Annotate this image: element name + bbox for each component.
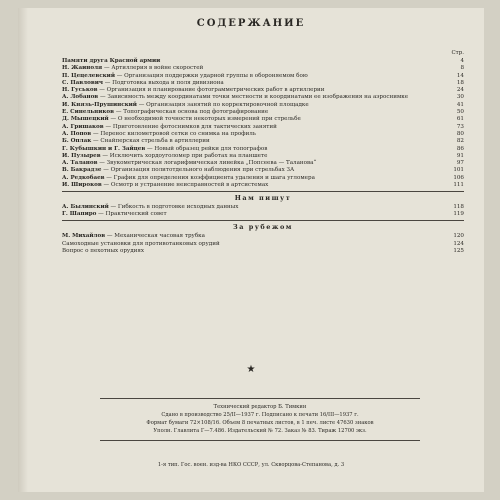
- page-title: СОДЕРЖАНИЕ: [196, 18, 306, 29]
- toc-entry-page: 91: [456, 152, 464, 159]
- toc-entry-page: 86: [456, 145, 464, 152]
- imprint-block: [100, 398, 420, 441]
- toc-entry-page: 41: [456, 101, 464, 108]
- imprint-editor: Технический редактор Б. Тимкин: [213, 404, 307, 410]
- toc-entry-title: — Организация и планирование фотограмметрических работ в артиллерии: [97, 87, 325, 94]
- toc-entry-author: И. Князь-Прушинский: [62, 101, 137, 108]
- section-header-abroad: За рубежом: [233, 222, 293, 231]
- toc-entry-text: [62, 182, 448, 189]
- toc-entry-page: 120: [453, 233, 464, 240]
- toc-entry-text: [62, 153, 448, 160]
- toc-entry: [62, 131, 464, 138]
- toc-entry-text: [62, 109, 448, 116]
- toc-entry-text: [62, 131, 448, 138]
- toc-entry-title: — График для определения коэффициента удаления и шага угломера: [104, 174, 315, 181]
- document-page: [18, 8, 484, 492]
- star-ornament: ★: [246, 364, 256, 375]
- toc-entry-page: 106: [453, 174, 464, 181]
- toc-entry-text: [62, 80, 448, 87]
- divider: [62, 191, 464, 192]
- toc-entry-author: С. Павлович: [62, 79, 103, 86]
- toc-entry-text: [62, 146, 448, 153]
- imprint-line: Уполн. Главлита Г—7.486. Издательский № 72. Заказ № 83. Тираж 12700 экз.: [153, 428, 367, 434]
- toc-entry: [62, 94, 464, 101]
- toc-entry-title: — Приготовление фотоснимков для тактических занятий: [103, 123, 277, 130]
- toc-entry-author: А. Попов: [62, 130, 92, 137]
- toc-main-list: [62, 58, 464, 189]
- toc-entry-author: В. Бакрадзе: [62, 167, 102, 174]
- toc-entry-title: — Звукометрическая логарифмическая линейка „Попсеева — Таланова“: [97, 160, 317, 167]
- toc-entry: [62, 182, 464, 189]
- toc-entry-author: Н. Жаиноля: [62, 65, 103, 72]
- toc-entry-title: — Исключить хордоуголомер при работах на планшете: [100, 152, 268, 159]
- toc-entry-author: Г. Шапиро: [62, 211, 97, 218]
- toc-entry: [62, 146, 464, 153]
- toc-write-us-list: [62, 204, 464, 218]
- toc-entry-page: 24: [456, 87, 464, 94]
- toc-entry-author: А. Редкобаев: [62, 174, 105, 181]
- toc-entry-text: [62, 204, 448, 211]
- toc-entry: [62, 116, 464, 123]
- toc-entry: [62, 167, 464, 174]
- toc-entry-page: 14: [456, 72, 464, 79]
- toc-entry-page: 50: [456, 109, 464, 116]
- toc-entry-author: А. Гришаков: [62, 123, 104, 130]
- toc-entry-title: — Снайперская стрельба в артиллерии: [91, 138, 210, 145]
- toc-entry-title: — Гибкость в подготовке исходных данных: [108, 204, 239, 211]
- toc-entry: [62, 87, 464, 94]
- toc-entry-author: Памяти друга Красной армии: [62, 58, 161, 64]
- toc-entry: [62, 233, 464, 240]
- toc-entry-text: [62, 102, 448, 109]
- table-of-contents: [62, 58, 464, 255]
- toc-entry-page: 111: [453, 182, 464, 189]
- toc-entry-author: А. Таланов: [62, 160, 98, 167]
- toc-entry-page: 125: [453, 247, 464, 254]
- toc-entry-page: 61: [456, 116, 464, 123]
- toc-entry-text: [62, 94, 448, 101]
- toc-entry-author: Д. Мышецкий: [62, 116, 109, 123]
- toc-entry-page: 30: [456, 94, 464, 101]
- toc-entry-author: А. Лобанов: [62, 94, 99, 101]
- toc-entry-page: 73: [456, 123, 464, 130]
- toc-entry-title: — Осмотр и устранение неисправностей в артсистемах: [101, 182, 269, 189]
- toc-entry-text: [62, 248, 448, 255]
- toc-entry-title: — О необходимой точности некоторых измерений при стрельбе: [108, 116, 301, 123]
- toc-entry-page: 119: [453, 211, 464, 218]
- toc-entry-title: — Организация политотдельного наблюдения при стрельбах ЗА: [101, 167, 295, 174]
- toc-entry-text: [62, 241, 448, 248]
- toc-entry-title: — Организация занятий по корректировочной площадке: [136, 101, 309, 108]
- toc-entry-text: [62, 116, 448, 123]
- divider: [62, 220, 464, 221]
- toc-entry-text: [62, 211, 448, 218]
- toc-entry: [62, 102, 464, 109]
- toc-entry-text: [62, 160, 448, 167]
- toc-entry-author: П. Цецелевский: [62, 72, 115, 79]
- toc-entry-text: [62, 175, 448, 182]
- toc-entry-page: 80: [456, 130, 464, 137]
- toc-entry-text: [62, 124, 448, 131]
- toc-entry-title: Вопрос о пехотных орудиях: [62, 247, 145, 254]
- toc-entry-author: И. Пузырев: [62, 152, 101, 159]
- toc-entry-author: Г. Кубышкин и Г. Зайцев: [62, 145, 146, 152]
- toc-entry-page: 8: [460, 65, 464, 72]
- toc-entry-title: — Механическая часовая трубка: [105, 233, 206, 240]
- toc-entry-author: Б. Оплак: [62, 138, 92, 145]
- toc-entry: [62, 109, 464, 116]
- toc-entry-page: 82: [456, 138, 464, 145]
- toc-entry: [62, 138, 464, 145]
- toc-entry-page: 124: [453, 240, 464, 247]
- toc-entry-text: [62, 73, 448, 80]
- toc-entry-title: — Организация поддержки ударной группы в обороняемом бою: [114, 72, 308, 79]
- toc-entry: [62, 248, 464, 255]
- toc-entry-text: [62, 233, 448, 240]
- toc-entry: [62, 153, 464, 160]
- toc-entry-author: Е. Синельников: [62, 109, 115, 116]
- toc-entry: [62, 241, 464, 248]
- toc-entry-title: — Практический совет: [96, 211, 167, 218]
- toc-entry-text: [62, 167, 448, 174]
- toc-entry: [62, 73, 464, 80]
- toc-entry-author: М. Михайлов: [62, 233, 106, 240]
- toc-entry: [62, 58, 464, 65]
- toc-entry-title: — Артиллерия в войне скоростей: [102, 65, 204, 72]
- toc-entry: [62, 124, 464, 131]
- toc-entry: [62, 160, 464, 167]
- toc-entry-text: [62, 65, 448, 72]
- toc-entry-page: 118: [453, 204, 464, 211]
- toc-entry: [62, 80, 464, 87]
- toc-entry-text: [62, 58, 448, 65]
- toc-entry-title: Самоходные установки для противотанковых орудий: [62, 240, 220, 247]
- imprint-line: Формат бумаги 72×108/16. Объем 8 печатных листов, в 1 печ. листе 47630 знаков: [146, 420, 374, 426]
- toc-entry: [62, 204, 464, 211]
- toc-entry-page: 101: [453, 167, 464, 174]
- toc-entry-title: — Новый образец рейки для топографов: [145, 145, 268, 152]
- toc-entry: [62, 65, 464, 72]
- toc-entry-title: — Топографическая основа под фотографирование: [114, 109, 269, 116]
- toc-entry-author: Н. Гуськов: [62, 87, 98, 94]
- page-column-label: Стр.: [451, 50, 464, 56]
- toc-entry-title: — Зависимость между координатами точки местности и координатами ее изображения на аэроснимке: [98, 94, 409, 101]
- toc-entry-author: И. Широков: [62, 182, 102, 189]
- section-header-write-us: Нам пишут: [234, 193, 292, 202]
- toc-entry-page: 18: [456, 79, 464, 86]
- toc-entry-page: 4: [460, 58, 464, 64]
- toc-entry-title: — Перенос километровой сетки со снимка на профиль: [91, 130, 256, 137]
- toc-entry-text: [62, 138, 448, 145]
- toc-entry-title: — Подготовка выхода и поля дивизиона: [102, 79, 224, 86]
- toc-entry-text: [62, 87, 448, 94]
- page-binding-shadow: [18, 8, 28, 492]
- imprint-line: Сдано в производство 25/II—1937 г. Подписано к печати 16/III—1937 г.: [161, 412, 359, 418]
- toc-abroad-list: [62, 233, 464, 254]
- printer-footer: 1-я тип. Гос. воен. изд-ва НКО СССР, ул. Скворцова-Степанова, д. 3: [157, 462, 345, 468]
- toc-entry-page: 97: [456, 160, 464, 167]
- toc-entry-author: А. Былинский: [62, 204, 109, 211]
- toc-entry: [62, 175, 464, 182]
- toc-entry: [62, 211, 464, 218]
